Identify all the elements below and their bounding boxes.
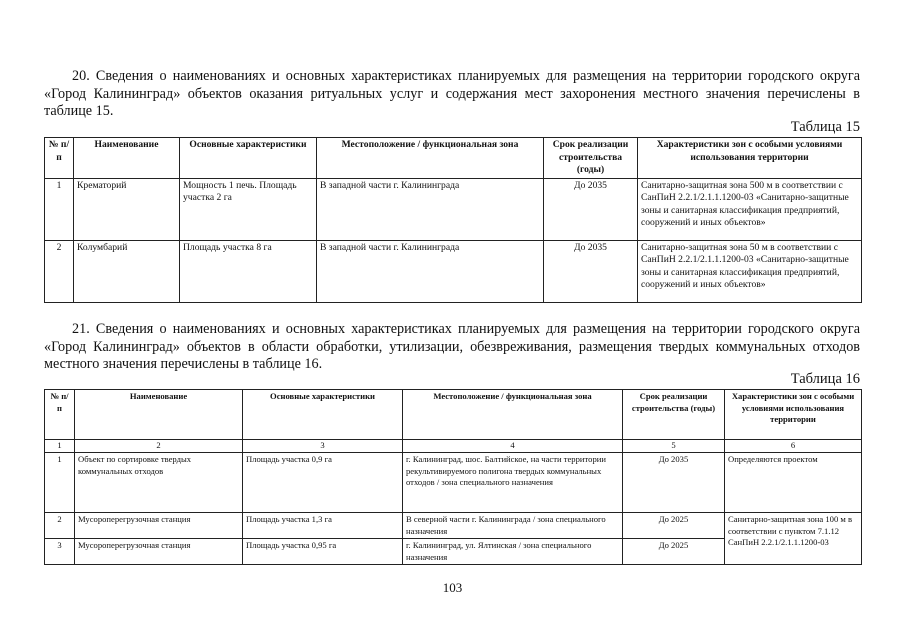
- cell-term: До 2025: [623, 539, 725, 565]
- cell-name: Мусороперегрузочная станция: [75, 539, 243, 565]
- header-term: Срок реализации строительства (годы): [623, 390, 725, 440]
- header-characteristics: Основные характеристики: [243, 390, 403, 440]
- table-15-header-row: [45, 138, 862, 179]
- cell-term: До 2035: [623, 453, 725, 513]
- section-21-paragraph: 21. Сведения о наименованиях и основных характеристиках планируемых для размещения на территории городского округа «Город Калининград» объектов в области обработки, утилизации, обезвреживания, размещения твердых коммунальных отходов местного значения перечислены в таблице 16.: [44, 321, 860, 372]
- column-number: 3: [243, 440, 403, 453]
- cell-location: В северной части г. Калининграда / зона специального назначения: [403, 513, 623, 539]
- cell-zones: Определяются проектом: [725, 453, 862, 513]
- table-16: [44, 389, 862, 565]
- header-term: Срок реализации строительства (годы): [544, 138, 638, 179]
- page-number: 103: [442, 580, 463, 595]
- table-row: [45, 178, 862, 240]
- cell-term: До 2035: [544, 240, 638, 302]
- cell-location: В западной части г. Калининграда: [317, 178, 544, 240]
- cell-name: Объект по сортировке твердых коммунальных отходов: [75, 453, 243, 513]
- cell-characteristics: Площадь участка 1,3 га: [243, 513, 403, 539]
- column-number: 4: [403, 440, 623, 453]
- cell-location: г. Калининград, ул. Ялтинская / зона специального назначения: [403, 539, 623, 565]
- cell-number: 2: [45, 240, 74, 302]
- header-characteristics: Основные характеристики: [180, 138, 317, 179]
- header-zones: Характеристики зон с особыми условиями использования территории: [725, 390, 862, 440]
- cell-zones: Санитарно-защитная зона 50 м в соответствии с СанПиН 2.2.1/2.1.1.1200-03 «Санитарно-защитные зоны и санитарная классификация предприятий, сооружений и иных объектов»: [638, 240, 862, 302]
- cell-term: До 2025: [623, 513, 725, 539]
- cell-name: Мусороперегрузочная станция: [75, 513, 243, 539]
- cell-number: 1: [45, 178, 74, 240]
- column-number: 1: [45, 440, 75, 453]
- column-number: 5: [623, 440, 725, 453]
- cell-name: Крематорий: [74, 178, 180, 240]
- cell-zones: Санитарно-защитная зона 500 м в соответствии с СанПиН 2.2.1/2.1.1.1200-03 «Санитарно-защитные зоны и санитарная классификация предприятий, сооружений и иных объектов»: [638, 178, 862, 240]
- cell-characteristics: Площадь участка 0,95 га: [243, 539, 403, 565]
- table-row: [45, 453, 862, 513]
- table-row: [45, 513, 862, 539]
- column-number: 2: [75, 440, 243, 453]
- cell-location: В западной части г. Калининграда: [317, 240, 544, 302]
- cell-number: 2: [45, 513, 75, 539]
- header-zones: Характеристики зон с особыми условиями использования территории: [638, 138, 862, 179]
- header-name: Наименование: [75, 390, 243, 440]
- table-16-caption: Таблица 16: [790, 371, 860, 387]
- cell-characteristics: Площадь участка 0,9 га: [243, 453, 403, 513]
- header-number: № п/п: [45, 390, 75, 440]
- header-location: Местоположение / функциональная зона: [317, 138, 544, 179]
- header-location: Местоположение / функциональная зона: [403, 390, 623, 440]
- cell-characteristics: Площадь участка 8 га: [180, 240, 317, 302]
- cell-number: 1: [45, 453, 75, 513]
- cell-term: До 2035: [544, 178, 638, 240]
- header-name: Наименование: [74, 138, 180, 179]
- cell-characteristics: Мощность 1 печь. Площадь участка 2 га: [180, 178, 317, 240]
- table-15-caption: Таблица 15: [790, 119, 860, 135]
- table-row: [45, 240, 862, 302]
- table-15: [44, 137, 862, 303]
- table-16-column-numbers-row: [45, 440, 862, 453]
- header-number: № п/п: [45, 138, 74, 179]
- table-16-header-row: [45, 390, 862, 440]
- section-20-paragraph: 20. Сведения о наименованиях и основных характеристиках планируемых для размещения на территории городского округа «Город Калининград» объектов оказания ритуальных услуг и содержания мест захоронения местного значения перечислены в таблице 15.: [44, 68, 860, 119]
- cell-name: Колумбарий: [74, 240, 180, 302]
- cell-number: 3: [45, 539, 75, 565]
- cell-location: г. Калининград, шос. Балтийское, на части территории рекультивируемого полигона твердых коммунальных отходов / зона специального назначения: [403, 453, 623, 513]
- column-number: 6: [725, 440, 862, 453]
- cell-zones-merged: Санитарно-защитная зона 100 м в соответствии с пунктом 7.1.12 СанПиН 2.2.1/2.1.1.1200-03: [725, 513, 862, 565]
